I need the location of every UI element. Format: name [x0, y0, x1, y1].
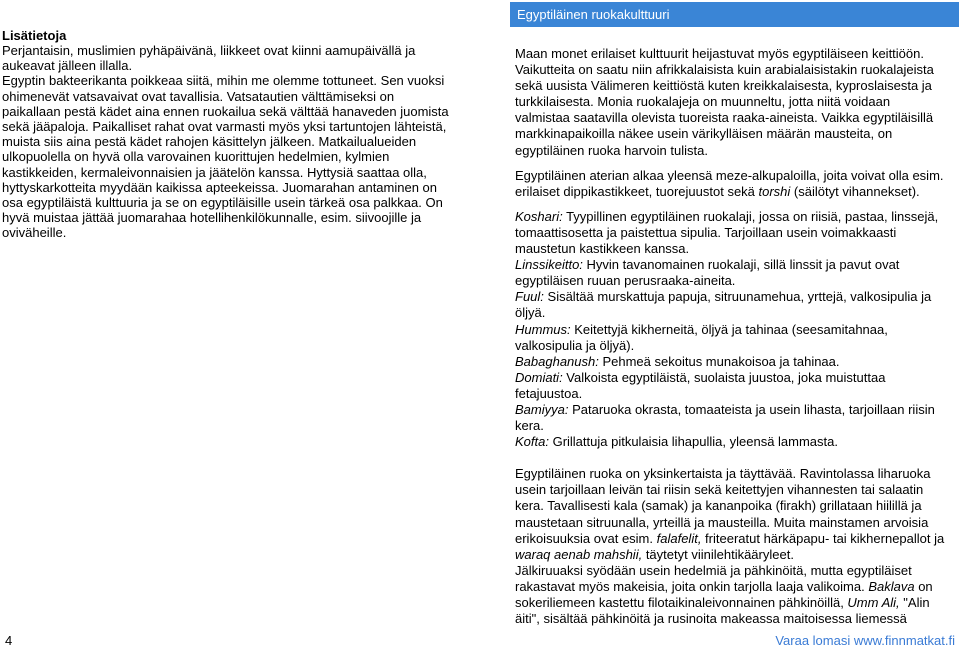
left-column	[2, 28, 454, 241]
paragraph-health: Egyptin bakteerikanta poikkeaa siitä, mihin me olemme tottuneet. Sen vuoksi ohimenevät vatsavaivat ovat tavallisia. Vatsatautien välttämiseksi on paikallaan pestä kädet aina ennen ruokailua sekä välttää hanaveden juomista sekä jääpaloja. Paikalliset rahat ovat varmasti myös yksi tartuntojen lähteistä, muista siis aina pestä kädet rahojen käsittelyn jälkeen. Matkailualueiden ulkopuolella on hyvä olla varovainen kuorittujen hedelmien, kylmien kastikkeiden, kermaleivonnaisien ja jäätelön kanssa. Hyttysiä saattaa olla, hyttyskarkotteita myydään kaikissa apteekeissa. Juomarahan antaminen on osa egyptiläistä kulttuuria ja se on egyptiläisille usein tärkeä osa palkkaa. On hyvä muistaa jättää juomarahaa hotellihenkilökunnalle, esim. siivoojille ja oviväheille.	[2, 73, 449, 241]
dish-item: Babaghanush: Pehmeä sekoitus munakoisoa ja tahinaa.	[515, 353, 840, 369]
paragraph-friday: Perjantaisin, muslimien pyhäpäivänä, liikkeet ovat kiinni aamupäivällä ja aukeavat jälleen illalla.	[2, 43, 416, 74]
torshi-term: torshi	[758, 183, 791, 199]
dessert-paragraph: Jälkiruuaksi syödään usein hedelmiä ja pähkinöitä, mutta egyptiläiset rakastavat myös makeisia, joita onkin tarjolla laaja valikoima. Baklava on sokeriliemeen kastettu filotaikinaleivonnainen pähkinöillä, Umm Ali, "Alin äiti", sisältää pähkinöitä ja rusinoita makeassa maitoisessa liemessä	[515, 562, 933, 627]
umm-ali-term: Umm Ali,	[847, 595, 900, 610]
baklava-term: Baklava	[868, 578, 915, 594]
right-column	[515, 46, 948, 627]
dish-item: Kofta: Grillattuja pitkulaisia lihapullia, yleensä lammasta.	[515, 434, 838, 450]
page-number: 4	[5, 633, 13, 648]
section-heading: Lisätietoja	[2, 28, 67, 43]
dish-item: Domiati: Valkoista egyptiläistä, suolaista juustoa, joka muistuttaa fetajuustoa.	[515, 369, 886, 401]
meze-paragraph: Egyptiläinen aterian alkaa yleensä meze-alkupaloilla, joita voivat olla esim. erilaiset dippikastikkeet, tuorejuustot sekä torshi (säilötyt vihannekset).	[515, 167, 944, 199]
dish-item: Fuul: Sisältää murskattuja papuja, sitruunamehua, yrttejä, valkosipulia ja öljyä.	[515, 289, 932, 321]
footer-booking-link[interactable]: Varaa lomasi www.finnmatkat.fi	[775, 633, 955, 648]
dish-list	[515, 209, 948, 450]
intro-paragraph: Maan monet erilaiset kulttuurit heijastuvat myös egyptiläiseen keittiöön. Vaikutteita on saatu niin afrikkalaisista kuin arabialaisistakin ruokalajeista sekä uusista Välimeren keittiöstä kuten kreikkalaisesta, kyproslaisesta ja turkkilaisesta. Monia ruokalajeja on muunneltu, jotta niitä voidaan valmistaa saatavilla olevista tuoreista raaka-aineista. Vaikka egyptiläisillä markkinapaikoilla näkee usein värikylläisen määrän mausteita, on egyptiläinen ruoka harvoin tulista.	[515, 46, 934, 158]
dish-item: Bamiyya: Pataruoka okrasta, tomaateista ja usein lihasta, tarjoillaan riisin kera.	[515, 401, 935, 434]
section-header-bar	[510, 2, 959, 27]
dish-item: Hummus: Keitettyjä kikherneitä, öljyä ja tahinaa (seesamitahnaa, valkosipulia ja öljyä).	[515, 321, 888, 353]
dish-item: Koshari: Tyypillinen egyptiläinen ruokalaji, jossa on riisiä, pastaa, linssejä, tomaattisosetta ja paistettua sipulia. Tarjoillaan usein voimakkaasti maustetun kastikkeen kanssa.	[515, 208, 939, 257]
closing-paragraph: Egyptiläinen ruoka on yksinkertaista ja täyttävää. Ravintolassa liharuoka usein tarjoillaan leivän tai riisin sekä keitettyjen vihannesten tai salaatin kera. Tavallisesti kala (samak) ja kananpoika (firakh) grillataan hiilillä ja maustetaan sitruunalla, yrteillä ja mausteilla. Muita mainstamen arvoisia erikoisuuksia ovat esim. falafelit, friteeratut härkäpapu- tai kikhernepallot ja waraq aenab mahshii, täytetyt viinilehtikääryleet.	[515, 466, 945, 562]
waraq-term: waraq aenab mahshii,	[515, 546, 643, 562]
falafel-term: falafelit,	[656, 530, 702, 546]
dish-item: Linssikeitto: Hyvin tavanomainen ruokalaji, sillä linssit ja pavut ovat egyptiläisen ruuan perusraaka-aineita.	[515, 257, 900, 289]
section-header-title: Egyptiläinen ruokakulttuuri	[517, 7, 670, 22]
